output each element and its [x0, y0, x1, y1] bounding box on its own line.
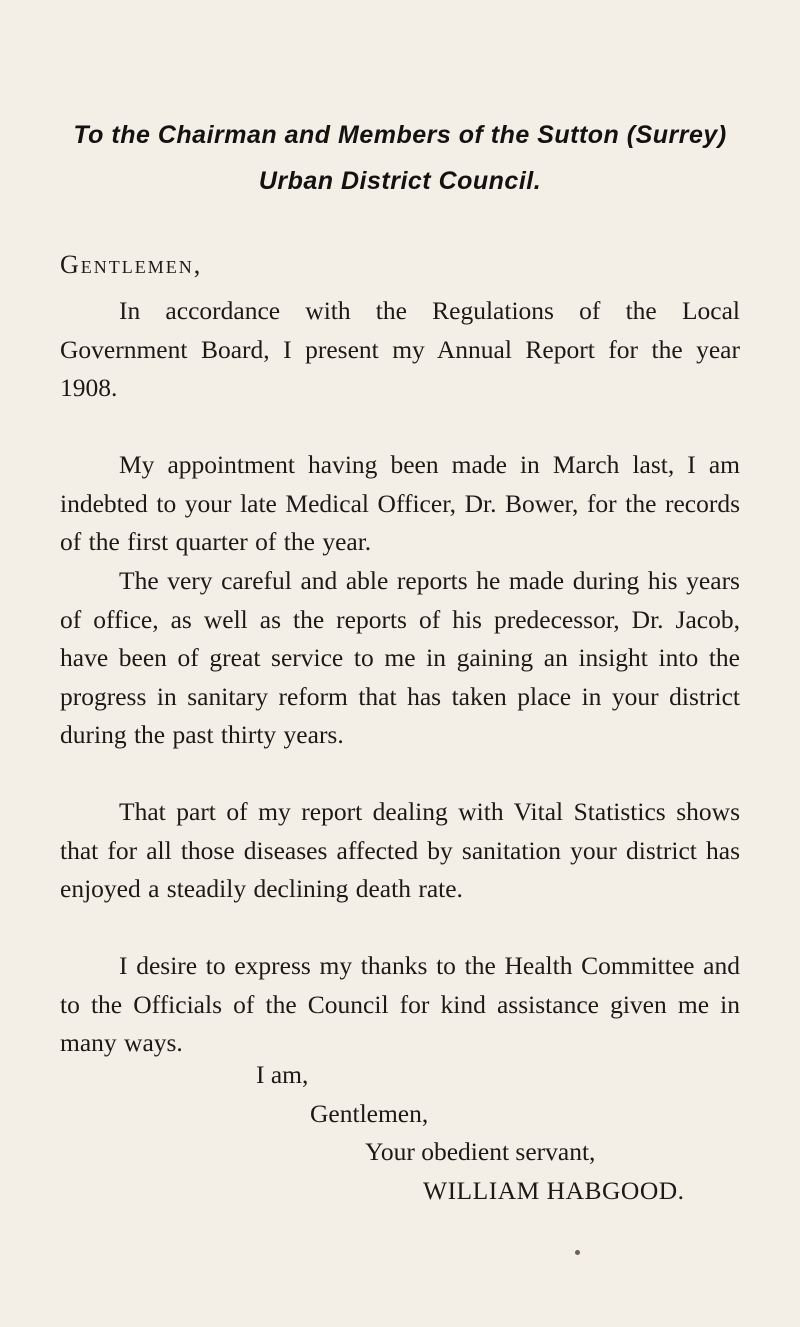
paragraph-regulations: In accordance with the Regulations of the Local Government Board, I present my Annual Report for the year 1908.	[60, 296, 740, 403]
closing-i-am: I am,	[256, 1060, 309, 1089]
paragraph-appointment: My appointment having been made in March last, I am indebted to your late Medical Officer, Dr. Bower, for the records of the first quarter of the year.	[60, 450, 740, 557]
paragraph-vital-statistics: That part of my report dealing with Vital Statistics shows that for all those diseases affected by sanitation your district has enjoyed a steadily declining death rate.	[60, 797, 740, 904]
paragraph-thanks: I desire to express my thanks to the Health Committee and to the Officials of the Council for kind assistance given me in many ways.	[60, 951, 740, 1058]
heading-council: Urban District Council.	[258, 167, 542, 195]
signature: WILLIAM HABGOOD.	[423, 1176, 685, 1205]
salutation: Gentlemen,	[60, 250, 203, 279]
ink-speck	[575, 1250, 580, 1255]
closing-gentlemen: Gentlemen,	[310, 1099, 429, 1128]
heading-addressee: To the Chairman and Members of the Sutton (Surrey)	[73, 121, 727, 149]
closing-servant: Your obedient servant,	[365, 1137, 596, 1166]
paragraph-reports: The very careful and able reports he made during his years of office, as well as the reports of his predecessor, Dr. Jacob, have been of great service to me in gaining an insight into the progress in sanitary reform that has taken place in your district during the past thirty years.	[60, 566, 740, 750]
